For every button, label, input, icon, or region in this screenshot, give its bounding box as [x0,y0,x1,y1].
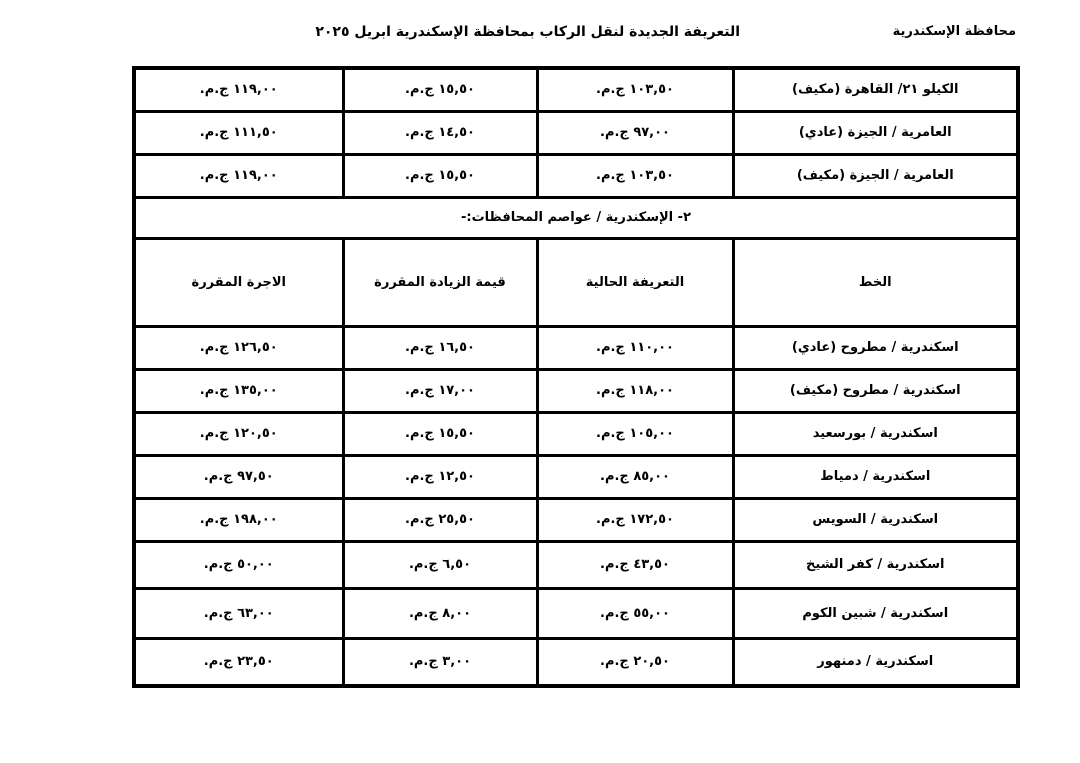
table-row [134,154,1018,197]
line-cell: اسكندرية / بورسعيد [733,412,1018,455]
table-row [134,541,1018,588]
table-row [134,588,1018,638]
table-row [134,111,1018,154]
current-tariff-cell: ٨٥,٠٠ ج.م. [537,455,733,498]
section-heading-row [134,197,1018,238]
fare-cell: ٢٣,٥٠ ج.م. [134,638,343,686]
column-header-fare: الاجرة المقررة [134,238,343,326]
fare-cell: ١٩٨,٠٠ ج.م. [134,498,343,541]
table-row [134,369,1018,412]
increase-cell: ٣,٠٠ ج.م. [343,638,537,686]
table-header-row [134,238,1018,326]
current-tariff-cell: ٢٠,٥٠ ج.م. [537,638,733,686]
current-tariff-cell: ١٧٢,٥٠ ج.م. [537,498,733,541]
current-tariff-cell: ١١٠,٠٠ ج.م. [537,326,733,369]
fare-cell: ٩٧,٥٠ ج.م. [134,455,343,498]
fare-cell: ٥٠,٠٠ ج.م. [134,541,343,588]
current-tariff-cell: ١٠٣,٥٠ ج.م. [537,68,733,111]
line-cell: اسكندرية / دمنهور [733,638,1018,686]
increase-cell: ٨,٠٠ ج.م. [343,588,537,638]
current-tariff-cell: ١٠٥,٠٠ ج.م. [537,412,733,455]
current-tariff-cell: ٩٧,٠٠ ج.م. [537,111,733,154]
increase-cell: ١٦,٥٠ ج.م. [343,326,537,369]
increase-cell: ١٥,٥٠ ج.م. [343,68,537,111]
fare-cell: ١١٩,٠٠ ج.م. [134,68,343,111]
fare-cell: ٦٣,٠٠ ج.م. [134,588,343,638]
column-header-increase: قيمة الزيادة المقررة [343,238,537,326]
line-cell: العامرية / الجيزة (مكيف) [733,154,1018,197]
line-cell: اسكندرية / مطروح (عادي) [733,326,1018,369]
table-row [134,412,1018,455]
line-cell: الكيلو ٢١/ القاهرة (مكيف) [733,68,1018,111]
current-tariff-cell: ٥٥,٠٠ ج.م. [537,588,733,638]
line-cell: اسكندرية / شبين الكوم [733,588,1018,638]
governorate-name: محافظة الإسكندرية [892,24,1016,39]
section-heading: ٢- الإسكندرية / عواصم المحافظات:- [134,197,1018,238]
increase-cell: ١٥,٥٠ ج.م. [343,412,537,455]
column-header-current: التعريفة الحالية [537,238,733,326]
fare-cell: ١٣٥,٠٠ ج.م. [134,369,343,412]
fare-cell: ١١١,٥٠ ج.م. [134,111,343,154]
increase-cell: ١٤,٥٠ ج.م. [343,111,537,154]
fare-cell: ١٢٦,٥٠ ج.م. [134,326,343,369]
table-row [134,498,1018,541]
current-tariff-cell: ١١٨,٠٠ ج.م. [537,369,733,412]
table-row [134,638,1018,686]
line-cell: اسكندرية / دمياط [733,455,1018,498]
line-cell: اسكندرية / مطروح (مكيف) [733,369,1018,412]
fare-cell: ١١٩,٠٠ ج.م. [134,154,343,197]
increase-cell: ٦,٥٠ ج.م. [343,541,537,588]
fare-cell: ١٢٠,٥٠ ج.م. [134,412,343,455]
current-tariff-cell: ١٠٣,٥٠ ج.م. [537,154,733,197]
line-cell: اسكندرية / السويس [733,498,1018,541]
current-tariff-cell: ٤٣,٥٠ ج.م. [537,541,733,588]
tariff-table [132,66,1020,688]
increase-cell: ١٢,٥٠ ج.م. [343,455,537,498]
table-row [134,68,1018,111]
line-cell: العامرية / الجيزة (عادي) [733,111,1018,154]
table-row [134,326,1018,369]
increase-cell: ١٧,٠٠ ج.م. [343,369,537,412]
increase-cell: ١٥,٥٠ ج.م. [343,154,537,197]
page-title: التعريفة الجديدة لنقل الركاب بمحافظة الإسكندرية ابريل ٢٠٢٥ [315,24,740,40]
increase-cell: ٢٥,٥٠ ج.م. [343,498,537,541]
line-cell: اسكندرية / كفر الشيخ [733,541,1018,588]
column-header-line: الخط [733,238,1018,326]
table-row [134,455,1018,498]
